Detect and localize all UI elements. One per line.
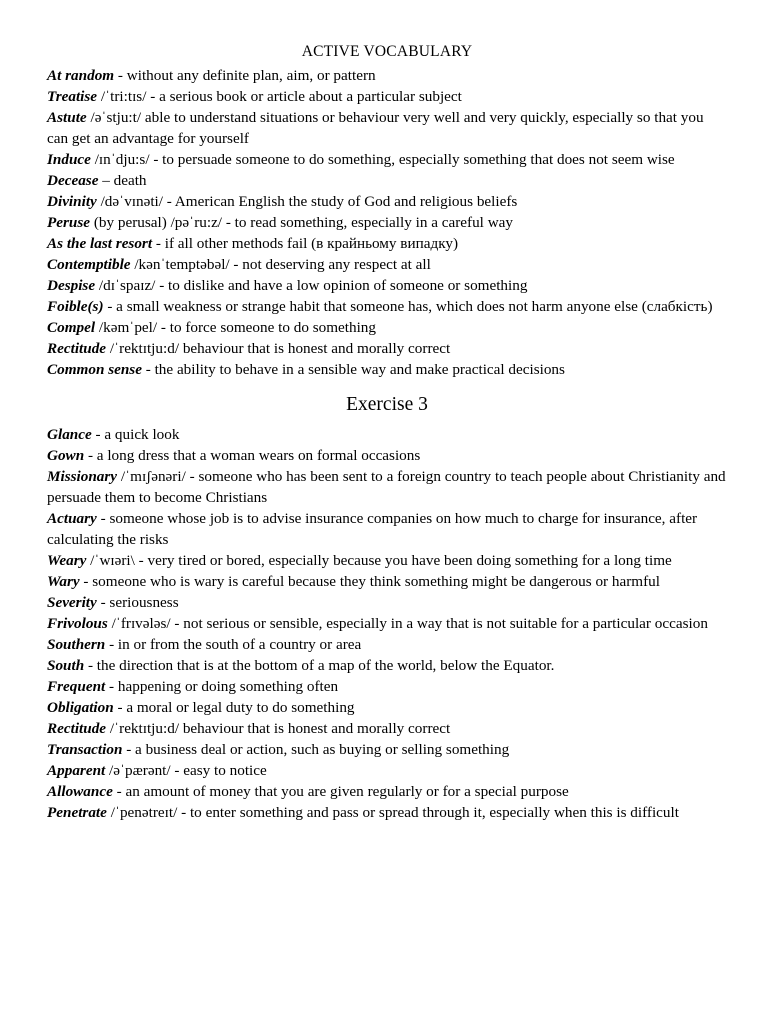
vocabulary-definition: /ˈrektɪtju:d/ behaviour that is honest and morally correct <box>106 340 451 357</box>
vocabulary-entry <box>47 191 727 212</box>
document-page <box>47 42 727 823</box>
vocabulary-entry <box>47 296 727 317</box>
vocabulary-entry <box>47 359 727 380</box>
vocabulary-term: Apparent <box>47 762 106 779</box>
vocabulary-definition: /ˈmɪʃənəri/ - someone who has been sent to a foreign country to teach people about Christianity and persuade them to become Christians <box>47 468 726 506</box>
vocabulary-entry <box>47 613 727 634</box>
vocabulary-term: Severity <box>47 594 97 611</box>
vocabulary-term: Allowance <box>47 783 113 800</box>
vocabulary-term: Penetrate <box>47 804 107 821</box>
vocabulary-definition: /kəmˈpel/ - to force someone to do something <box>95 319 376 336</box>
vocabulary-term: Decease <box>47 172 99 189</box>
vocabulary-definition: - the ability to behave in a sensible way and make practical decisions <box>141 361 565 378</box>
vocabulary-definition: - a long dress that a woman wears on formal occasions <box>84 447 421 464</box>
vocabulary-entry <box>47 718 727 739</box>
vocabulary-term: Actuary <box>47 510 97 527</box>
vocabulary-term: Divinity <box>47 193 97 210</box>
vocabulary-definition: /kənˈtemptəbəl/ - not deserving any respect at all <box>130 256 431 273</box>
vocabulary-definition: - a business deal or action, such as buying or selling something <box>122 741 510 758</box>
vocabulary-entry <box>47 508 727 550</box>
vocabulary-entry <box>47 65 727 86</box>
vocabulary-definition: /ɪnˈdju:s/ - to persuade someone to do something, especially something that does not seem wise <box>90 151 675 168</box>
vocabulary-entry <box>47 676 727 697</box>
vocabulary-term: Weary <box>47 552 87 569</box>
vocabulary-entry <box>47 149 727 170</box>
vocabulary-term: Rectitude <box>47 340 107 357</box>
vocabulary-term: Foible(s) <box>47 298 104 315</box>
vocabulary-definition: - the direction that is at the bottom of a map of the world, below the Equator. <box>84 657 555 674</box>
vocabulary-definition: - without any definite plan, aim, or pattern <box>114 67 376 84</box>
vocabulary-entry <box>47 254 727 275</box>
vocabulary-term: Despise <box>47 277 96 294</box>
exercise-title: Exercise 3 <box>346 394 428 415</box>
vocabulary-term: Frivolous <box>47 615 108 632</box>
vocabulary-term: Peruse <box>47 214 91 231</box>
vocabulary-entry <box>47 86 727 107</box>
vocabulary-entry <box>47 466 727 508</box>
vocabulary-entry <box>47 739 727 760</box>
vocabulary-entry <box>47 424 727 445</box>
vocabulary-entry <box>47 317 727 338</box>
vocabulary-definition: - a quick look <box>91 426 180 443</box>
vocabulary-entry <box>47 233 727 254</box>
vocabulary-entry <box>47 634 727 655</box>
vocabulary-definition: /ˈrektɪtju:d/ behaviour that is honest and morally correct <box>106 720 451 737</box>
vocabulary-entry <box>47 170 727 191</box>
vocabulary-term: Compel <box>47 319 96 336</box>
vocabulary-term: Contemptible <box>47 256 131 273</box>
vocabulary-definition: – death <box>98 172 147 189</box>
vocabulary-entry <box>47 697 727 718</box>
vocabulary-term: Gown <box>47 447 85 464</box>
vocabulary-entry <box>47 338 727 359</box>
vocabulary-definition: /ˈfrɪvələs/ - not serious or sensible, especially in a way that is not suitable for a particular occasion <box>107 615 708 632</box>
vocabulary-term: Obligation <box>47 699 114 716</box>
vocabulary-entry <box>47 571 727 592</box>
vocabulary-term: Southern <box>47 636 106 653</box>
vocabulary-term: Induce <box>47 151 91 168</box>
vocabulary-definition: (by perusal) /pəˈru:z/ - to read something, especially in a careful way <box>90 214 514 231</box>
vocabulary-entry <box>47 760 727 781</box>
vocabulary-term: South <box>47 657 85 674</box>
vocabulary-definition: - happening or doing something often <box>105 678 339 695</box>
vocabulary-term: Astute <box>47 109 87 126</box>
vocabulary-definition: - a small weakness or strange habit that someone has, which does not harm anyone else (слабкість) <box>103 298 713 315</box>
vocabulary-entry <box>47 802 727 823</box>
vocabulary-entry <box>47 655 727 676</box>
vocabulary-definition: - someone whose job is to advise insurance companies on how much to charge for insurance, after calculating the risks <box>47 510 698 548</box>
vocabulary-term: At random <box>47 67 115 84</box>
vocabulary-definition: /dɪˈspaɪz/ - to dislike and have a low opinion of someone or something <box>95 277 528 294</box>
vocabulary-definition: /ˈwɪəri\ - very tired or bored, especially because you have been doing something for a long time <box>86 552 672 569</box>
vocabulary-definition: - an amount of money that you are given regularly or for a special purpose <box>112 783 569 800</box>
vocabulary-definition: /dəˈvɪnəti/ - American English the study of God and religious beliefs <box>96 193 518 210</box>
vocabulary-definition: - a moral or legal duty to do something <box>113 699 355 716</box>
vocabulary-term: Missionary <box>47 468 118 485</box>
vocabulary-term: Treatise <box>47 88 98 105</box>
vocabulary-term: As the last resort <box>47 235 153 252</box>
vocabulary-definition: - in or from the south of a country or area <box>105 636 362 653</box>
vocabulary-definition: - someone who is wary is careful because they think something might be dangerous or harmful <box>79 573 660 590</box>
vocabulary-term: Wary <box>47 573 80 590</box>
vocabulary-list-exercise <box>47 424 727 823</box>
vocabulary-term: Glance <box>47 426 92 443</box>
vocabulary-entry <box>47 550 727 571</box>
vocabulary-term: Rectitude <box>47 720 107 737</box>
vocabulary-definition: /əˈpærənt/ - easy to notice <box>105 762 267 779</box>
vocabulary-entry <box>47 445 727 466</box>
vocabulary-definition: /ˈpenətreɪt/ - to enter something and pass or spread through it, especially when this is difficult <box>106 804 679 821</box>
vocabulary-definition: /ˈtri:tɪs/ - a serious book or article about a particular subject <box>97 88 462 105</box>
vocabulary-term: Frequent <box>47 678 106 695</box>
vocabulary-definition: - if all other methods fail (в крайньому випадку) <box>152 235 459 252</box>
vocabulary-definition: /əˈstju:t/ able to understand situations or behaviour very well and very quickly, especially so that you can get an advantage for yourself <box>47 109 704 147</box>
vocabulary-list-active <box>47 65 727 380</box>
vocabulary-entry <box>47 212 727 233</box>
vocabulary-entry <box>47 275 727 296</box>
vocabulary-entry <box>47 592 727 613</box>
vocabulary-term: Common sense <box>47 361 142 378</box>
vocabulary-definition: - seriousness <box>96 594 179 611</box>
vocabulary-entry <box>47 781 727 802</box>
vocabulary-term: Transaction <box>47 741 123 758</box>
page-heading: ACTIVE VOCABULARY <box>301 43 473 60</box>
vocabulary-entry <box>47 107 727 149</box>
